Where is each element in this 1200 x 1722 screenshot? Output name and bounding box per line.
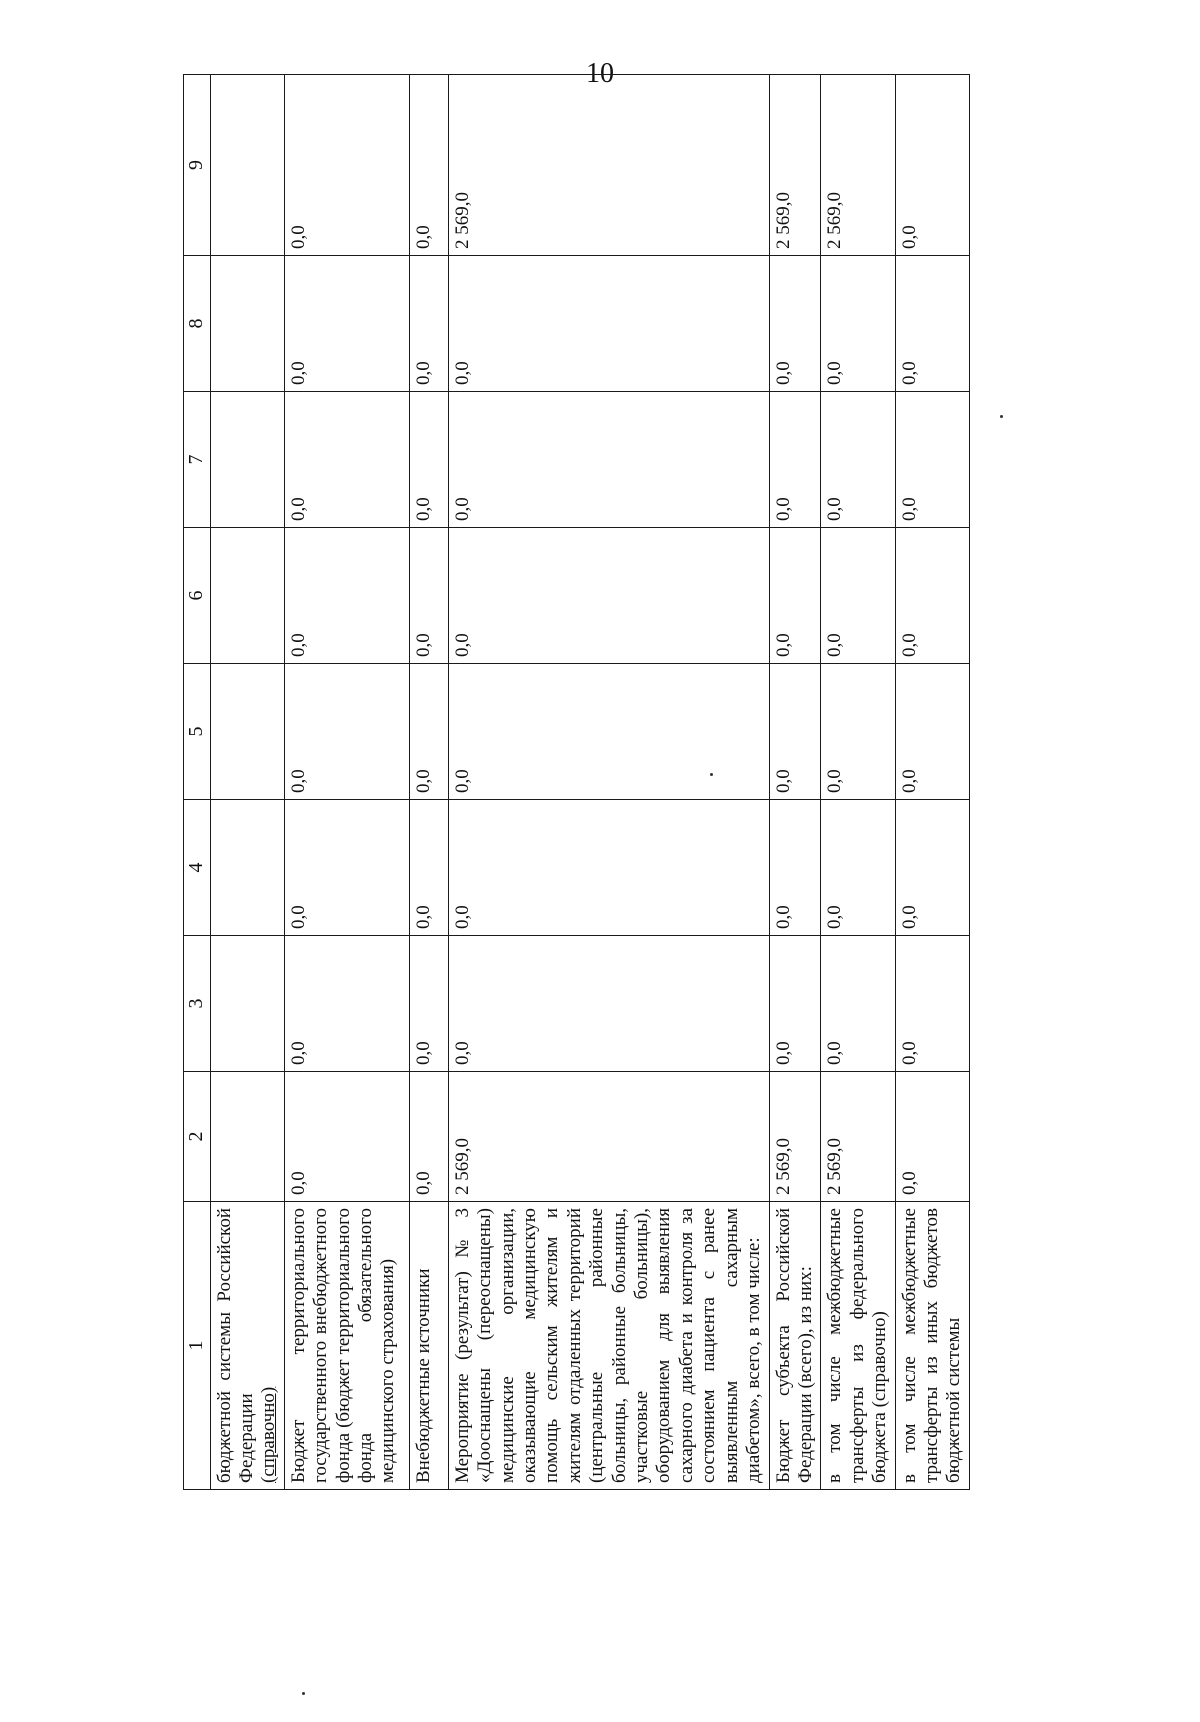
table-cell: 0,0 xyxy=(895,800,969,936)
table-cell: 0,0 xyxy=(284,392,409,528)
row-label: в том числе межбюджетные трансферты из иных бюджетов бюджетной системы xyxy=(895,1202,969,1490)
scan-speck xyxy=(1000,415,1003,418)
row-label: в том числе межбюджетные трансферты из федерального бюджета (справочно) xyxy=(821,1202,895,1490)
table-cell: 0,0 xyxy=(409,75,448,256)
table-cell: 0,0 xyxy=(895,392,969,528)
table-cell: 0,0 xyxy=(769,528,821,664)
row-label-text: бюджетной системы Российской Федерации xyxy=(213,1208,257,1483)
table-cell: 0,0 xyxy=(821,256,895,392)
table-row xyxy=(284,75,409,1490)
table-row xyxy=(409,75,448,1490)
column-header: 3 xyxy=(184,936,211,1072)
row-label-note: (справочно) xyxy=(258,1386,280,1483)
table-cell: 0,0 xyxy=(448,664,769,800)
table-cell: 0,0 xyxy=(769,664,821,800)
table-cell: 0,0 xyxy=(284,936,409,1072)
column-header: 5 xyxy=(184,664,211,800)
table-cell: 0,0 xyxy=(284,1072,409,1202)
table-cell: 2 569,0 xyxy=(769,1072,821,1202)
table-cell xyxy=(210,75,284,256)
table-cell: 0,0 xyxy=(895,664,969,800)
table-cell: 0,0 xyxy=(284,800,409,936)
table-cell: 2 569,0 xyxy=(448,1072,769,1202)
table-cell: 2 569,0 xyxy=(448,75,769,256)
table-cell: 0,0 xyxy=(448,256,769,392)
table-cell: 0,0 xyxy=(821,528,895,664)
table-cell: 0,0 xyxy=(769,800,821,936)
column-header: 6 xyxy=(184,528,211,664)
budget-table xyxy=(183,74,970,1490)
table-cell: 0,0 xyxy=(895,256,969,392)
row-label: Мероприятие (результат) № 3 «Дооснащены (переоснащены) медицинские организации, оказывающие медицинскую помощь сельским жителям и жителям отдаленных территорий (центральные районные больницы, районные больницы, участковые больницы), оборудованием для выявления сахарного диабета и контроля за состоянием пациента с ранее выявленным сахарным диабетом», всего, в том числе: xyxy=(448,1202,769,1490)
table-cell: 2 569,0 xyxy=(821,1072,895,1202)
table-cell: 0,0 xyxy=(409,936,448,1072)
table-cell: 0,0 xyxy=(284,528,409,664)
table-row xyxy=(769,75,821,1490)
table-cell: 0,0 xyxy=(769,936,821,1072)
table-row xyxy=(210,75,284,1490)
table-cell: 0,0 xyxy=(769,256,821,392)
column-header: 2 xyxy=(184,1072,211,1202)
table-cell: 0,0 xyxy=(448,392,769,528)
column-number-row xyxy=(184,75,211,1490)
column-header: 8 xyxy=(184,256,211,392)
table-cell: 0,0 xyxy=(409,256,448,392)
table-cell xyxy=(210,1072,284,1202)
table-row xyxy=(895,75,969,1490)
table-cell xyxy=(210,800,284,936)
table-cell: 0,0 xyxy=(409,800,448,936)
table-cell: 0,0 xyxy=(284,75,409,256)
table-cell: 0,0 xyxy=(448,936,769,1072)
table-cell: 0,0 xyxy=(409,1072,448,1202)
table-cell: 0,0 xyxy=(284,664,409,800)
table-row xyxy=(821,75,895,1490)
table-cell: 0,0 xyxy=(821,800,895,936)
row-label xyxy=(210,1202,284,1490)
column-header: 1 xyxy=(184,1202,211,1490)
table-cell: 0,0 xyxy=(895,1072,969,1202)
page-number: 10 xyxy=(586,58,614,89)
scan-speck xyxy=(710,773,713,776)
table-cell: 0,0 xyxy=(769,392,821,528)
scan-speck xyxy=(302,1692,305,1695)
table-row xyxy=(448,75,769,1490)
table-cell: 0,0 xyxy=(448,800,769,936)
table-cell: 0,0 xyxy=(448,528,769,664)
table-cell xyxy=(210,664,284,800)
table-cell: 0,0 xyxy=(409,528,448,664)
row-label: Бюджет территориального государственного внебюджетного фонда (бюджет территориального фонда обязательного медицинского страхования) xyxy=(284,1202,409,1490)
table-cell xyxy=(210,528,284,664)
table-cell: 0,0 xyxy=(284,256,409,392)
table-cell xyxy=(210,936,284,1072)
table-cell: 2 569,0 xyxy=(821,75,895,256)
table-cell: 0,0 xyxy=(895,75,969,256)
rotated-table-container xyxy=(183,125,1083,1490)
table-cell: 0,0 xyxy=(821,392,895,528)
table-cell: 0,0 xyxy=(409,664,448,800)
table-cell: 0,0 xyxy=(895,528,969,664)
column-header: 7 xyxy=(184,392,211,528)
column-header: 9 xyxy=(184,75,211,256)
table-cell: 0,0 xyxy=(895,936,969,1072)
column-header: 4 xyxy=(184,800,211,936)
row-label: Бюджет субъекта Российской Федерации (всего), из них: xyxy=(769,1202,821,1490)
table-cell xyxy=(210,392,284,528)
row-label: Внебюджетные источники xyxy=(409,1202,448,1490)
table-cell xyxy=(210,256,284,392)
table-cell: 0,0 xyxy=(821,936,895,1072)
table-cell: 0,0 xyxy=(409,392,448,528)
table-cell: 2 569,0 xyxy=(769,75,821,256)
table-cell: 0,0 xyxy=(821,664,895,800)
